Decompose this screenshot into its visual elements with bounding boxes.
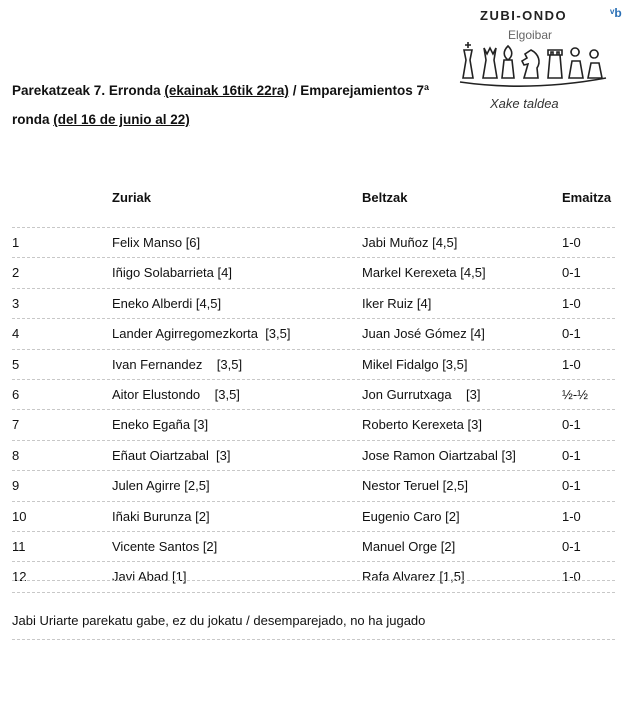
black-player: Jon Gurrutxaga [3]	[362, 386, 481, 402]
board-number: 1	[12, 235, 20, 250]
black-player: Rafa Alvarez [1,5]	[362, 569, 465, 585]
table-row	[12, 258, 615, 288]
black-player: Manuel Orge [2]	[362, 538, 456, 554]
pairings-table	[12, 183, 615, 593]
title-round-es: / Emparejamientos 7ª ronda	[12, 83, 429, 127]
black-player: Iker Ruiz [4]	[362, 295, 432, 311]
white-player: Julen Agirre [2,5]	[112, 478, 210, 494]
table-header-row	[12, 183, 615, 228]
white-player: Felix Manso [6]	[112, 235, 201, 250]
result: 1-0	[562, 295, 581, 311]
table-row	[12, 532, 615, 562]
board-number: 6	[12, 386, 20, 402]
corner-mark-icon: ᵛb	[610, 6, 622, 20]
black-player: Markel Kerexeta [4,5]	[362, 265, 486, 281]
result: ½-½	[562, 386, 589, 402]
bye-note-text: Jabi Uriarte parekatu gabe, ez du jokatu / desemparejado, no ha jugado	[12, 613, 426, 628]
black-player: Jabi Muñoz [4,5]	[362, 235, 458, 250]
result: 1-0	[562, 508, 581, 524]
result: 0-1	[562, 265, 581, 281]
black-player: Nestor Teruel [2,5]	[362, 478, 468, 494]
white-player: Iñaki Burunza [2]	[112, 508, 210, 524]
board-number: 11	[12, 538, 26, 554]
title-round: Parekatzeak 7. Erronda	[12, 83, 165, 98]
result: 1-0	[562, 235, 581, 250]
white-player: Ivan Fernandez [3,5]	[112, 356, 243, 372]
result: 0-1	[562, 478, 581, 494]
black-player: Juan José Gómez [4]	[362, 326, 485, 342]
table-row	[12, 380, 615, 410]
table-row	[12, 410, 615, 440]
white-player: Iñigo Solabarrieta [4]	[112, 265, 232, 281]
table-row	[12, 350, 615, 380]
white-player: Lander Agirregomezkorta [3,5]	[112, 326, 291, 342]
board-number: 7	[12, 417, 20, 433]
black-player: Mikel Fidalgo [3,5]	[362, 356, 468, 372]
club-town: Elgoibar	[508, 28, 553, 42]
board-number: 3	[12, 295, 20, 311]
club-tagline: Xake taldea	[490, 96, 559, 111]
header-white: Zuriak	[112, 190, 152, 205]
result: 0-1	[562, 326, 581, 342]
board-number: 8	[12, 447, 20, 463]
header-result: Emaitza	[562, 190, 612, 205]
white-player: Javi Abad [1]	[112, 569, 187, 585]
chess-pieces-icon	[458, 34, 608, 94]
result: 1-0	[562, 569, 581, 585]
result: 0-1	[562, 538, 581, 554]
white-player: Vicente Santos [2]	[112, 538, 218, 554]
white-player: Aitor Elustondo [3,5]	[112, 386, 240, 402]
black-player: Roberto Kerexeta [3]	[362, 417, 482, 433]
board-number: 12	[12, 569, 27, 585]
table-row	[12, 228, 615, 258]
board-number: 10	[12, 508, 27, 524]
table-row	[12, 502, 615, 532]
table-row	[12, 441, 615, 471]
title-dates-es: (del 16 de junio al 22)	[53, 112, 190, 127]
club-name: ZUBI-ONDO	[480, 8, 568, 23]
bye-note	[12, 580, 615, 640]
table-row	[12, 289, 615, 319]
black-player: Eugenio Caro [2]	[362, 508, 460, 524]
black-player: Jose Ramon Oiartzabal [3]	[362, 447, 516, 463]
board-number: 5	[12, 356, 20, 372]
table-row	[12, 471, 615, 501]
result: 0-1	[562, 417, 581, 433]
board-number: 2	[12, 265, 20, 281]
white-player: Eneko Alberdi [4,5]	[112, 295, 222, 311]
result: 0-1	[562, 447, 581, 463]
club-logo	[450, 4, 630, 119]
table-row	[12, 319, 615, 349]
result: 1-0	[562, 356, 581, 372]
board-number: 4	[12, 326, 20, 342]
white-player: Eneko Egaña [3]	[112, 417, 209, 433]
board-number: 9	[12, 478, 20, 494]
white-player: Eñaut Oiartzabal [3]	[112, 447, 231, 463]
title-dates-eu: (ekainak 16tik 22ra)	[164, 83, 289, 98]
header-black: Beltzak	[362, 190, 408, 205]
page-title	[12, 76, 452, 134]
